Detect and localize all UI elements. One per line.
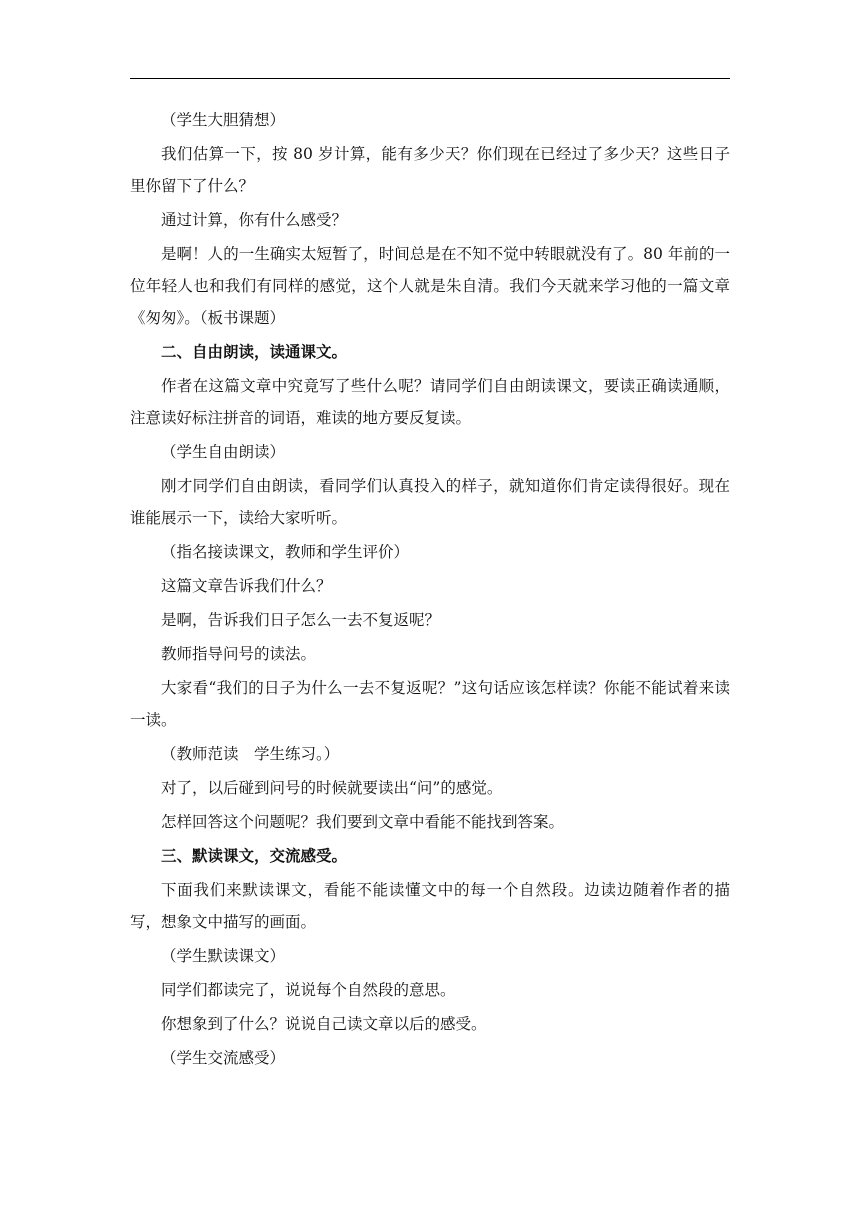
paragraph-named-reading: （指名接读课文，教师和学生评价） xyxy=(161,543,410,561)
paragraph-teacher-demo: （教师范读 学生练习。） xyxy=(161,745,340,763)
paragraph-find-answer: 怎样回答这个问题呢？我们要到文章中看能不能找到答案。 xyxy=(161,813,565,831)
paragraph-student-silent-reading: （学生默读课文） xyxy=(161,947,286,965)
document-body xyxy=(130,104,730,1074)
paragraph-paragraph-meaning: 同学们都读完了，说说每个自然段的意思。 xyxy=(161,981,456,999)
paragraph-how-to-read-sentence: 大家看“我们的日子为什么一去不复返呢？”这句话应该怎样读？你能不能试着来读一读。 xyxy=(130,679,730,729)
section-heading-free-reading: 二、自由朗读，读通课文。 xyxy=(161,342,348,361)
paragraph-article-message-question: 这篇文章告诉我们什么？ xyxy=(161,577,332,595)
paragraph-show-reading: 刚才同学们自由朗读，看同学们认真投入的样子，就知道你们肯定读得很好。现在谁能展示一下，读给大家听听。 xyxy=(130,477,730,527)
paragraph-student-free-reading: （学生自由朗读） xyxy=(161,443,286,461)
section-heading-silent-reading: 三、默读课文，交流感受。 xyxy=(161,846,348,865)
paragraph-imagination-feeling: 你想象到了什么？说说自己读文章以后的感受。 xyxy=(161,1015,487,1033)
paragraph-student-guess: （学生大胆猜想） xyxy=(161,111,286,129)
paragraph-feeling-question: 通过计算，你有什么感受？ xyxy=(161,211,348,229)
paragraph-estimate-days: 我们估算一下，按 80 岁计算，能有多少天？你们现在已经过了多少天？这些日子里你留下了什么？ xyxy=(130,145,730,195)
paragraph-student-exchange: （学生交流感受） xyxy=(161,1049,286,1067)
paragraph-days-never-return: 是啊，告诉我们日子怎么一去不复返呢？ xyxy=(161,611,441,629)
header-rule xyxy=(130,78,730,79)
paragraph-free-reading-instructions: 作者在这篇文章中究竟写了些什么呢？请同学们自由朗读课文，要读正确读通顺，注意读好标注拼音的词语，难读的地方要反复读。 xyxy=(130,377,730,427)
paragraph-zhu-ziqing-intro: 是啊！人的一生确实太短暂了，时间总是在不知不觉中转眼就没有了。80 年前的一位年轻人也和我们有同样的感觉，这个人就是朱自清。我们今天就来学习他的一篇文章《匆匆》。（板书课题） xyxy=(130,245,730,327)
paragraph-question-feeling: 对了，以后碰到问号的时候就要读出“问”的感觉。 xyxy=(161,779,503,797)
paragraph-silent-reading-instructions: 下面我们来默读课文，看能不能读懂文中的每一个自然段。边读边随着作者的描写，想象文中描写的画面。 xyxy=(130,881,730,931)
paragraph-question-mark-guidance: 教师指导问号的读法。 xyxy=(161,645,317,663)
